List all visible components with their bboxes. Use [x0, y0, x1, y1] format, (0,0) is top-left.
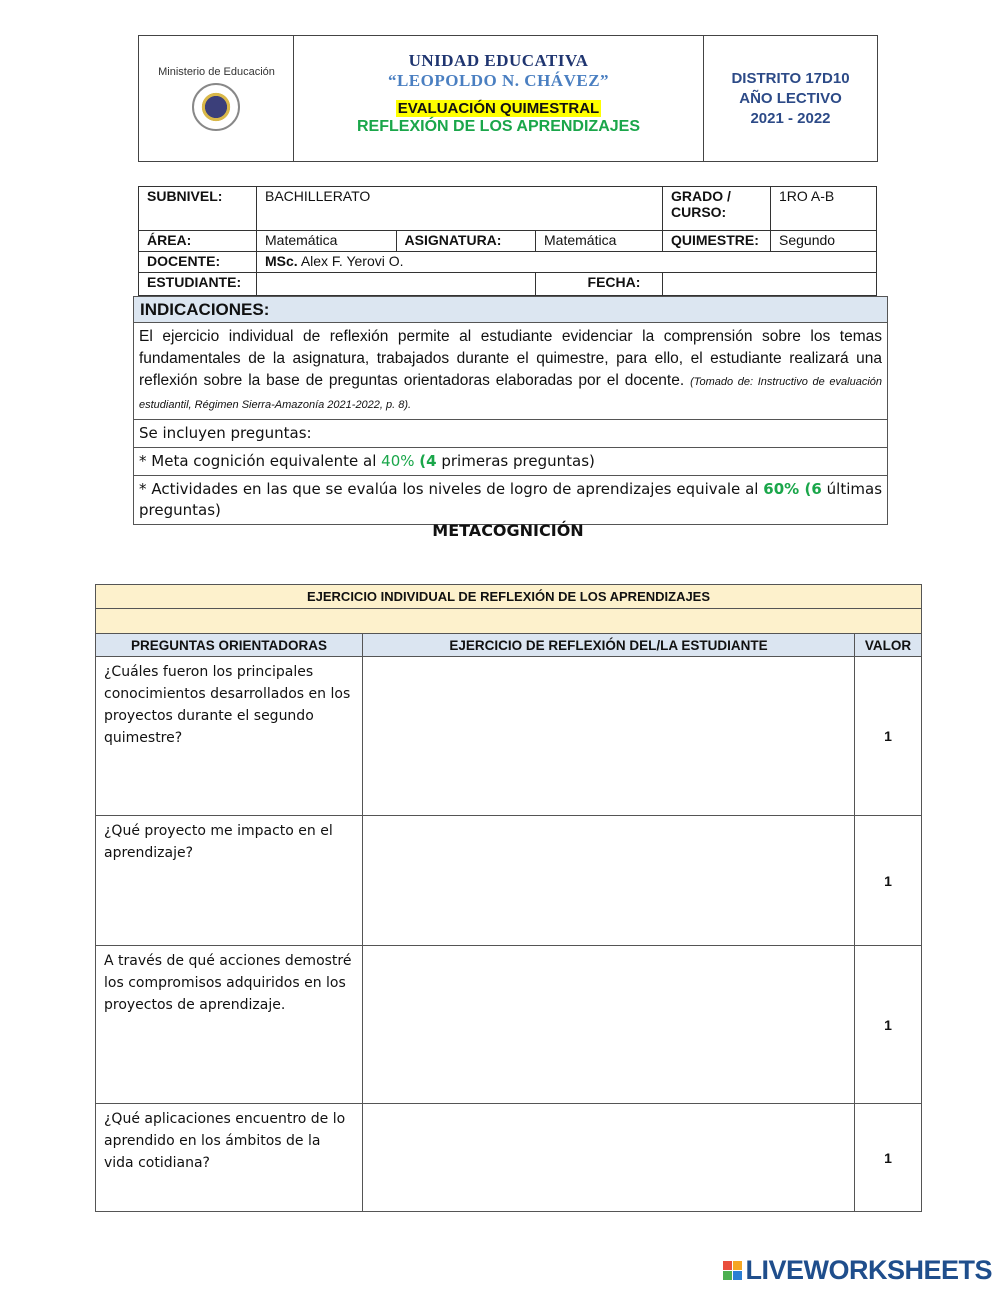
- instructions-box: [133, 296, 888, 525]
- estudiante-label: ESTUDIANTE:: [139, 273, 257, 296]
- quimestre-label: QUIMESTRE:: [663, 231, 771, 252]
- district: DISTRITO 17D10: [731, 70, 850, 87]
- school-seal-icon: [192, 83, 240, 131]
- question: ¿Qué aplicaciones encuentro de lo aprendido en los ámbitos de la vida cotidiana?: [96, 1104, 363, 1212]
- instructions-title: INDICACIONES:: [134, 297, 887, 323]
- info-table: [138, 186, 877, 296]
- answer-field[interactable]: [363, 657, 855, 816]
- citation: (Tomado de: Instructivo de evaluación estudiantil, Régimen Sierra-Amazonía 2021-2022, p. 8).: [139, 376, 883, 411]
- docente-name: Alex F. Yerovi O.: [300, 253, 404, 269]
- ministry-cell: [139, 36, 294, 161]
- table-title: EJERCICIO INDIVIDUAL DE REFLEXIÓN DE LOS APRENDIZAJES: [96, 585, 922, 609]
- header-questions: PREGUNTAS ORIENTADORAS: [96, 634, 363, 657]
- question: ¿Cuáles fueron los principales conocimientos desarrollados en los proyectos durante el segundo quimestre?: [96, 657, 363, 816]
- liveworksheets-logo: LIVEWORKSHEETS: [723, 1255, 992, 1286]
- answer-field[interactable]: [363, 946, 855, 1104]
- asignatura-value: Matemática: [536, 231, 663, 252]
- logo-squares-icon: [723, 1261, 742, 1280]
- subnivel-value: BACHILLERATO: [257, 187, 663, 231]
- answer-field[interactable]: [363, 1104, 855, 1212]
- value: 1: [855, 946, 922, 1104]
- reflection-table: [95, 584, 922, 1212]
- area-label: ÁREA:: [139, 231, 257, 252]
- quimestre-value: Segundo: [771, 231, 877, 252]
- activities-weight: * Actividades en las que se evalúa los niveles de logro de aprendizajes equivale al 60% (6 últimas preguntas): [139, 480, 883, 519]
- school-name-line1: UNIDAD EDUCATIVA: [408, 51, 589, 70]
- value: 1: [855, 657, 922, 816]
- school-name-line2: “LEOPOLDO N. CHÁVEZ”: [387, 71, 610, 90]
- value: 1: [855, 1104, 922, 1212]
- instructions-paragraph: El ejercicio individual de reflexión permite al estudiante evidenciar la comprensión sobre los temas fundamentales de la asignatura, trabajados durante el quimestre, para ello, el estudiante realizará una reflexión sobre la base de preguntas orientadoras elaboradas por el docente. (Tomado de: Instructivo de evaluación estudiantil, Régimen Sierra-Amazonía 2021-2022, p. 8).: [134, 323, 887, 420]
- estudiante-field[interactable]: [257, 273, 536, 296]
- included-questions: Se incluyen preguntas:: [134, 420, 887, 448]
- table-row: [96, 657, 922, 816]
- evaluation-title: EVALUACIÓN QUIMESTRAL: [397, 100, 600, 117]
- answer-field[interactable]: [363, 816, 855, 946]
- subnivel-label: SUBNIVEL:: [139, 187, 257, 231]
- document-header: [138, 35, 878, 162]
- ministry-label: Ministerio de Educación: [158, 66, 275, 78]
- fecha-label: FECHA:: [536, 273, 663, 296]
- docente-prefix: MSc.: [265, 253, 298, 269]
- table-row: [96, 1104, 922, 1212]
- docente-label: DOCENTE:: [139, 252, 257, 273]
- title-cell: [294, 36, 704, 161]
- header-value: VALOR: [855, 634, 922, 657]
- year-label: AÑO LECTIVO: [739, 90, 842, 107]
- header-reflection: EJERCICIO DE REFLEXIÓN DEL/LA ESTUDIANTE: [363, 634, 855, 657]
- district-cell: [704, 36, 877, 161]
- metacognition-weight: * Meta cognición equivalente al 40% (4 primeras preguntas): [134, 448, 887, 476]
- value: 1: [855, 816, 922, 946]
- docente-value: [257, 252, 877, 273]
- school-year: 2021 - 2022: [750, 110, 831, 127]
- document-subtitle: REFLEXIÓN DE LOS APRENDIZAJES: [357, 118, 640, 135]
- asignatura-label: ASIGNATURA:: [396, 231, 536, 252]
- table-spacer-row: [96, 609, 922, 634]
- section-title: METACOGNICIÓN: [432, 521, 584, 540]
- grado-label: GRADO / CURSO:: [663, 187, 771, 231]
- question: ¿Qué proyecto me impacto en el aprendizaje?: [96, 816, 363, 946]
- table-row: [96, 816, 922, 946]
- question: A través de qué acciones demostré los compromisos adquiridos en los proyectos de aprendizaje.: [96, 946, 363, 1104]
- fecha-field[interactable]: [663, 273, 877, 296]
- table-row: [96, 946, 922, 1104]
- area-value: Matemática: [257, 231, 397, 252]
- grado-value: 1RO A-B: [771, 187, 877, 231]
